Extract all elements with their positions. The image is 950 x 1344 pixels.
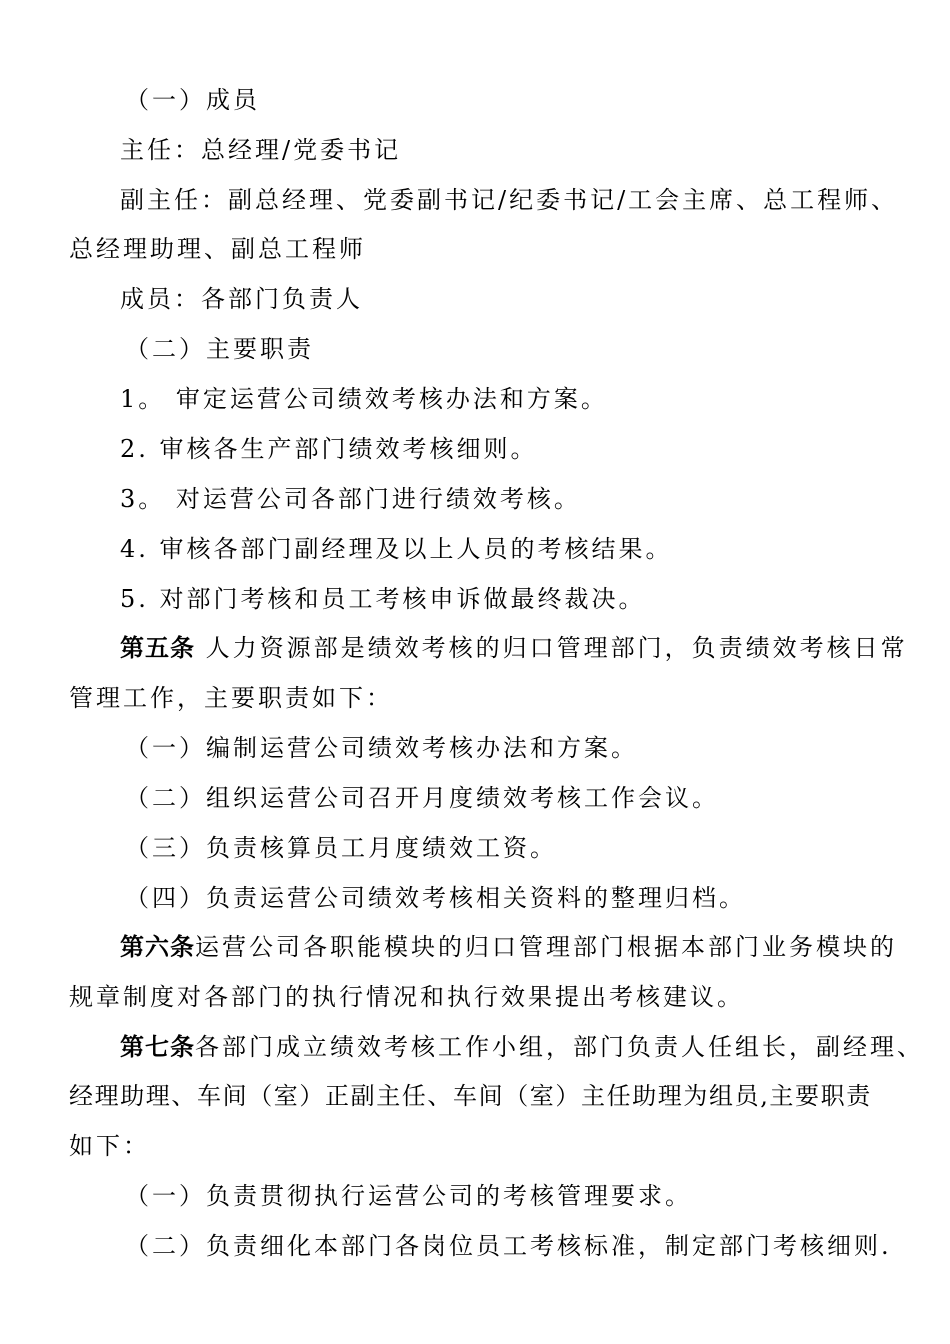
article-6-paragraph xyxy=(120,932,897,962)
article-7-text-end: 如下： xyxy=(69,1132,150,1160)
group-duty-2: （二）负责细化本部门各岗位员工考核标准，制定部门考核细则. xyxy=(125,1232,892,1260)
group-duty-1: （一）负责贯彻执行运营公司的考核管理要求。 xyxy=(125,1182,692,1210)
duty-item-3: 3。 对运营公司各部门进行绩效考核。 xyxy=(120,485,581,513)
hr-duty-2: （二）组织运营公司召开月度绩效考核工作会议。 xyxy=(125,784,719,812)
hr-duty-1: （一）编制运营公司绩效考核办法和方案。 xyxy=(125,734,638,762)
hr-duty-3: （三）负责核算员工月度绩效工资。 xyxy=(125,834,557,862)
section-members-heading: （一）成员 xyxy=(125,86,260,114)
duty-item-4: 4. 审核各部门副经理及以上人员的考核结果。 xyxy=(120,535,673,563)
article-7-label: 第七条 xyxy=(120,1033,195,1061)
hr-duty-4: （四）负责运营公司绩效考核相关资料的整理归档。 xyxy=(125,884,746,912)
members-line: 成员：各部门负责人 xyxy=(120,285,363,313)
article-6-text: 运营公司各职能模块的归口管理部门根据本部门业务模块的 xyxy=(195,933,897,961)
article-5-label: 第五条 xyxy=(120,634,195,662)
article-7-text: 各部门成立绩效考核工作小组，部门负责人任组长，副经理、 xyxy=(195,1033,924,1061)
deputy-director-line: 副主任：副总经理、党委副书记/纪委书记/工会主席、总工程师、 xyxy=(120,186,899,214)
article-7-paragraph xyxy=(120,1032,924,1062)
section-duties-heading: （二）主要职责 xyxy=(125,335,314,363)
article-5-paragraph xyxy=(120,633,908,663)
article-6-label: 第六条 xyxy=(120,933,195,961)
deputy-director-line-cont: 总经理助理、副总工程师 xyxy=(69,235,366,263)
duty-item-2: 2. 审核各生产部门绩效考核细则。 xyxy=(120,435,538,463)
duty-item-5: 5. 对部门考核和员工考核申诉做最终裁决。 xyxy=(120,585,646,613)
article-5-text: 人力资源部是绩效考核的归口管理部门，负责绩效考核日常 xyxy=(205,634,908,662)
director-line: 主任：总经理/党委书记 xyxy=(120,136,402,164)
article-7-text-cont: 经理助理、车间（室）正副主任、车间（室）主任助理为组员,主要职责 xyxy=(69,1082,872,1110)
duty-item-1: 1。 审定运营公司绩效考核办法和方案。 xyxy=(120,385,608,413)
article-5-text-cont: 管理工作，主要职责如下： xyxy=(69,684,393,712)
article-6-text-cont: 规章制度对各部门的执行情况和执行效果提出考核建议。 xyxy=(69,983,744,1011)
